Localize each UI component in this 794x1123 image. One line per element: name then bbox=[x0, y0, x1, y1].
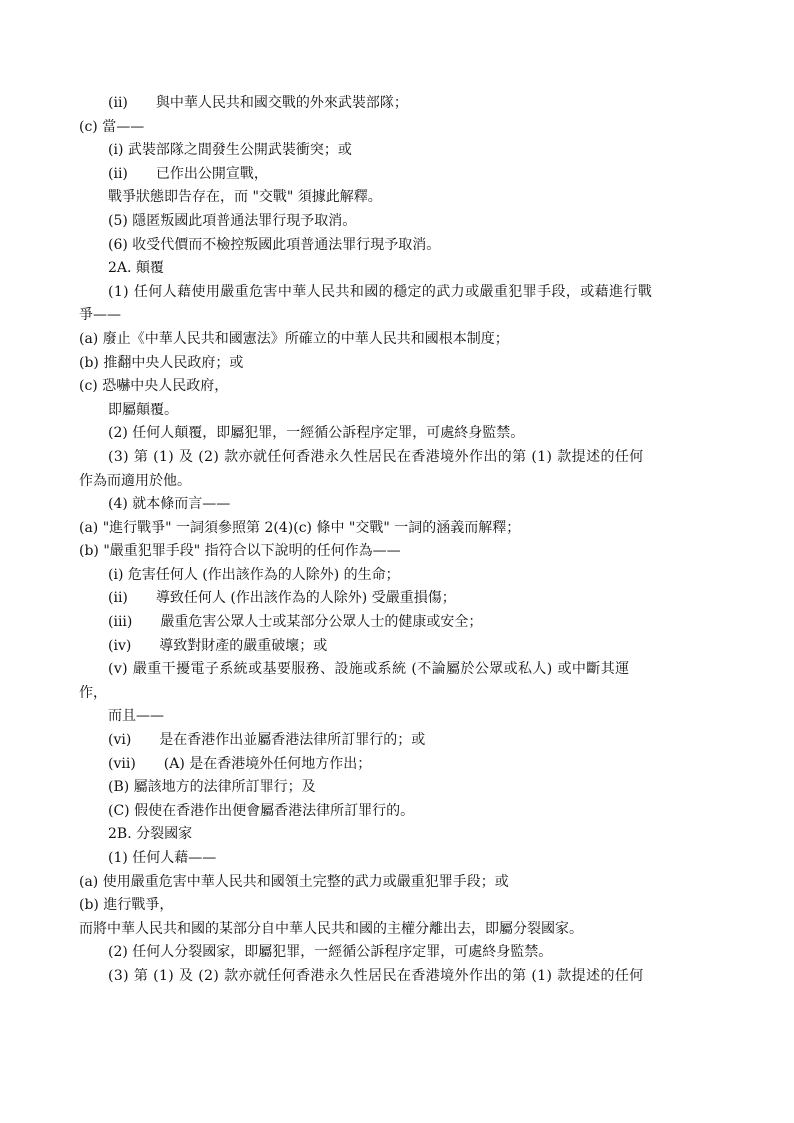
text-line: 即屬顛覆。 bbox=[108, 401, 178, 418]
text-line: 而將中華人民共和國的某部分自中華人民共和國的主權分離出去，即屬分裂國家。 bbox=[79, 920, 583, 937]
text-line: (2) 任何人顛覆，即屬犯罪，一經循公訴程序定罪，可處終身監禁。 bbox=[108, 425, 525, 442]
text-line: (B) 屬該地方的法律所訂罪行；及 bbox=[108, 779, 316, 796]
text-line: (ii) 與中華人民共和國交戰的外來武裝部隊； bbox=[108, 95, 408, 111]
text-line: (ii) 已作出公開宣戰， bbox=[108, 165, 268, 182]
text-line: (a) "進行戰爭" 一詞須參照第 2(4)(c) 條中 "交戰" 一詞的涵義而解釋； bbox=[79, 519, 521, 536]
text-line: (a) 廢止《中華人民共和國憲法》所確立的中華人民共和國根本制度； bbox=[79, 330, 509, 347]
text-line: 作為而適用於他。 bbox=[79, 472, 191, 489]
text-line: (6) 收受代價而不檢控叛國此項普通法罪行現予取消。 bbox=[108, 236, 441, 253]
text-line: (iv) 導致對財產的嚴重破壞；或 bbox=[108, 637, 328, 654]
text-line: (2) 任何人分裂國家，即屬犯罪，一經循公訴程序定罪，可處終身監禁。 bbox=[108, 944, 553, 961]
text-line: (ii) 導致任何人 (作出該作為的人除外) 受嚴重損傷； bbox=[108, 590, 456, 607]
text-line: (1) 任何人藉—— bbox=[108, 850, 217, 866]
text-line: 作， bbox=[79, 684, 107, 701]
section-heading: 2A. 顛覆 bbox=[108, 260, 164, 277]
text-line: (v) 嚴重干擾電子系統或基要服務、設施或系統 (不論屬於公眾或私人) 或中斷其運 bbox=[108, 661, 630, 678]
text-line: (a) 使用嚴重危害中華人民共和國領土完整的武力或嚴重犯罪手段；或 bbox=[79, 873, 509, 890]
text-line: 戰爭狀態即告存在，而 "交戰" 須據此解釋。 bbox=[108, 189, 382, 206]
text-line: (i) 武裝部隊之間發生公開武裝衝突；或 bbox=[108, 142, 352, 159]
text-line: (b) "嚴重犯罪手段" 指符合以下說明的任何作為—— bbox=[79, 543, 401, 560]
document-page bbox=[0, 92, 794, 989]
text-line: (i) 危害任何人 (作出該作為的人除外) 的生命； bbox=[108, 566, 400, 583]
text-line: (C) 假使在香港作出便會屬香港法律所訂罪行的。 bbox=[108, 802, 415, 819]
text-line: 而且—— bbox=[108, 708, 164, 725]
text-line: (b) 進行戰爭， bbox=[79, 897, 174, 914]
text-line: (1) 任何人藉使用嚴重危害中華人民共和國的穩定的武力或嚴重犯罪手段，或藉進行戰 bbox=[108, 283, 653, 300]
section-heading: 2B. 分裂國家 bbox=[108, 826, 193, 843]
text-line: (iii) 嚴重危害公眾人士或某部分公眾人士的健康或安全； bbox=[108, 614, 483, 631]
text-line: (vii) (A) 是在香港境外任何地方作出； bbox=[108, 755, 372, 772]
text-line: (3) 第 (1) 及 (2) 款亦就任何香港永久性居民在香港境外作出的第 (1) 款提述的任何 bbox=[108, 967, 644, 984]
text-line: (3) 第 (1) 及 (2) 款亦就任何香港永久性居民在香港境外作出的第 (1) 款提述的任何 bbox=[108, 448, 644, 465]
text-line: (b) 推翻中央人民政府；或 bbox=[79, 354, 244, 371]
text-line: 爭—— bbox=[79, 307, 121, 324]
text-line: (c) 恐嚇中央人民政府， bbox=[79, 378, 229, 395]
text-line: (vi) 是在香港作出並屬香港法律所訂罪行的；或 bbox=[108, 732, 426, 749]
text-line: (c) 當—— bbox=[79, 118, 145, 135]
text-line: (4) 就本條而言—— bbox=[108, 496, 231, 513]
text-line: (5) 隱匿叛國此項普通法罪行現予取消。 bbox=[108, 212, 357, 229]
